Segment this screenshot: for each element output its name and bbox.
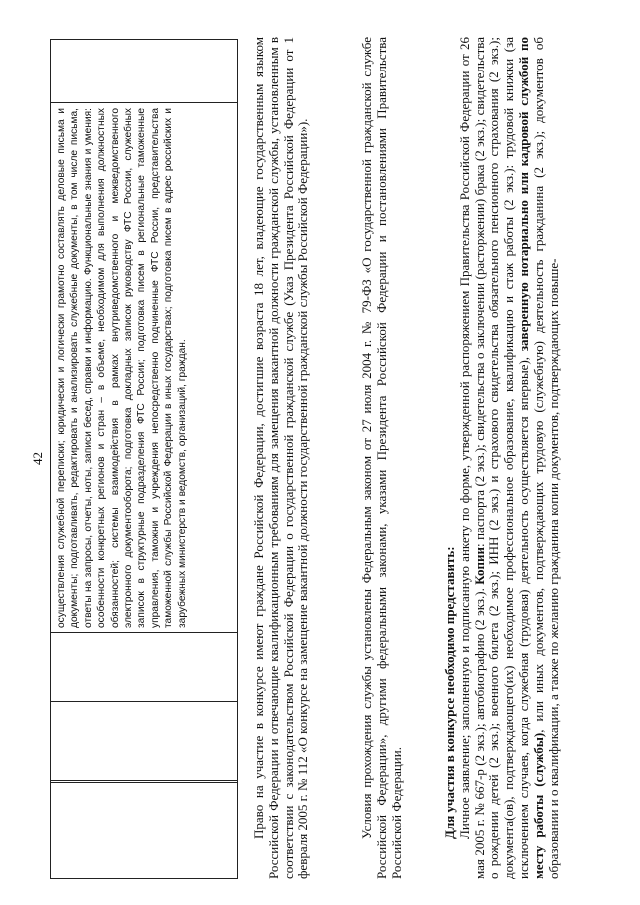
documents-text-part: , или иных документов, подтверждающих трудовую (служебную) деятельность гражданина (2 экз.); документов об образовании и о квалификации, а также по желанию гражданина копии документов, подтверждающих повыше- (530, 37, 561, 879)
conditions-text: Условия прохождения службы установлены Федеральным законом от 27 июля 2004 г. № 79-ФЗ «О государственной гражданской службе Российской Федерации», другими федеральными законами, указами Президента Российской Федерации и постановлениями Правительства Российской Федерации. (359, 37, 404, 879)
certified-note: заверенную нотариально или кадровой службой по месту работы (службы) (515, 37, 546, 879)
page-number: 42 (30, 452, 45, 465)
documents-text (458, 37, 562, 879)
documents-text-part: : паспорта (2 экз.); свидетельства о заключении (расторжении) брака (2 экз.); свидетельства о рождении детей (2 экз.); военного билета (2 экз.); ИНН (2 экз.) и страхового свидетельства обязательного пенсионного страхования (2 экз.); документа(ов), подтверждающего(их) необходимое профессиональное образование, квалификацию и стаж работы (2 экз.): трудовой книжки (за исключением случаев, когда служебная (трудовая) деятельность осуществляется впервые), (471, 37, 531, 879)
duties-table (50, 39, 238, 879)
conditions-paragraph (360, 37, 404, 879)
table-divider (51, 780, 237, 783)
copies-label: Копии (471, 546, 487, 585)
duties-cell-text: осуществления служебной переписки; юридически и логически грамотно составлять деловые письма и документы; подготавливать, редактировать и анализировать служебные документы, в том числе письма, ответы на запросы, отчеты, ноты, записи бесед, справки и информацию. Функциональные знания и умения: особенности конкретных регионов и стран – в объеме, необходимом для выполнения должностных обязанностей; системы взаимодействия в рамках внутриведомственного и межведомственного электронного документооборота; подготовка докладных записок руководству ФТС России, служебных записок в структурные подразделения ФТС России; подготовка писем в региональные таможенные управления, таможни и учреждения непосредственно подчиненные ФТС России, представительства таможенной службы Российской Федерации в иных государствах; подготовка писем в адрес российских и зарубежных министерств и ведомств, организаций, граждан. (56, 108, 188, 628)
table-divider (51, 632, 237, 633)
requirements-text: Право на участие в конкурсе имеют граждане Российской Федерации, достигшие возраста 18 лет, владеющие государственным языком Российской Федерации и отвечающие квалификационным требованиям для замещения вакантной должности гражданской службы, установленным в соответствии с законодательством Российской Федерации о государственной гражданской службе (Указ Президента Российской Федерации от 1 февраля 2005 г. № 112 «О конкурсе на замещение вакантной должности государственной гражданской службы Российской Федерации»). (251, 37, 311, 879)
requirements-paragraph (252, 37, 311, 879)
documents-section (443, 37, 561, 879)
documents-title: Для участия в конкурсе необходимо представить: (442, 546, 457, 839)
documents-text-part: Личное заявление; заполненную и подписанную анкету по форме, утвержденной распоряжением Правительства Российской Федерации от 26 мая 2005 г. № 667-р (2 экз.); автобиографию (2 экз.). (456, 37, 487, 879)
table-divider (51, 102, 237, 103)
table-divider (51, 701, 237, 702)
